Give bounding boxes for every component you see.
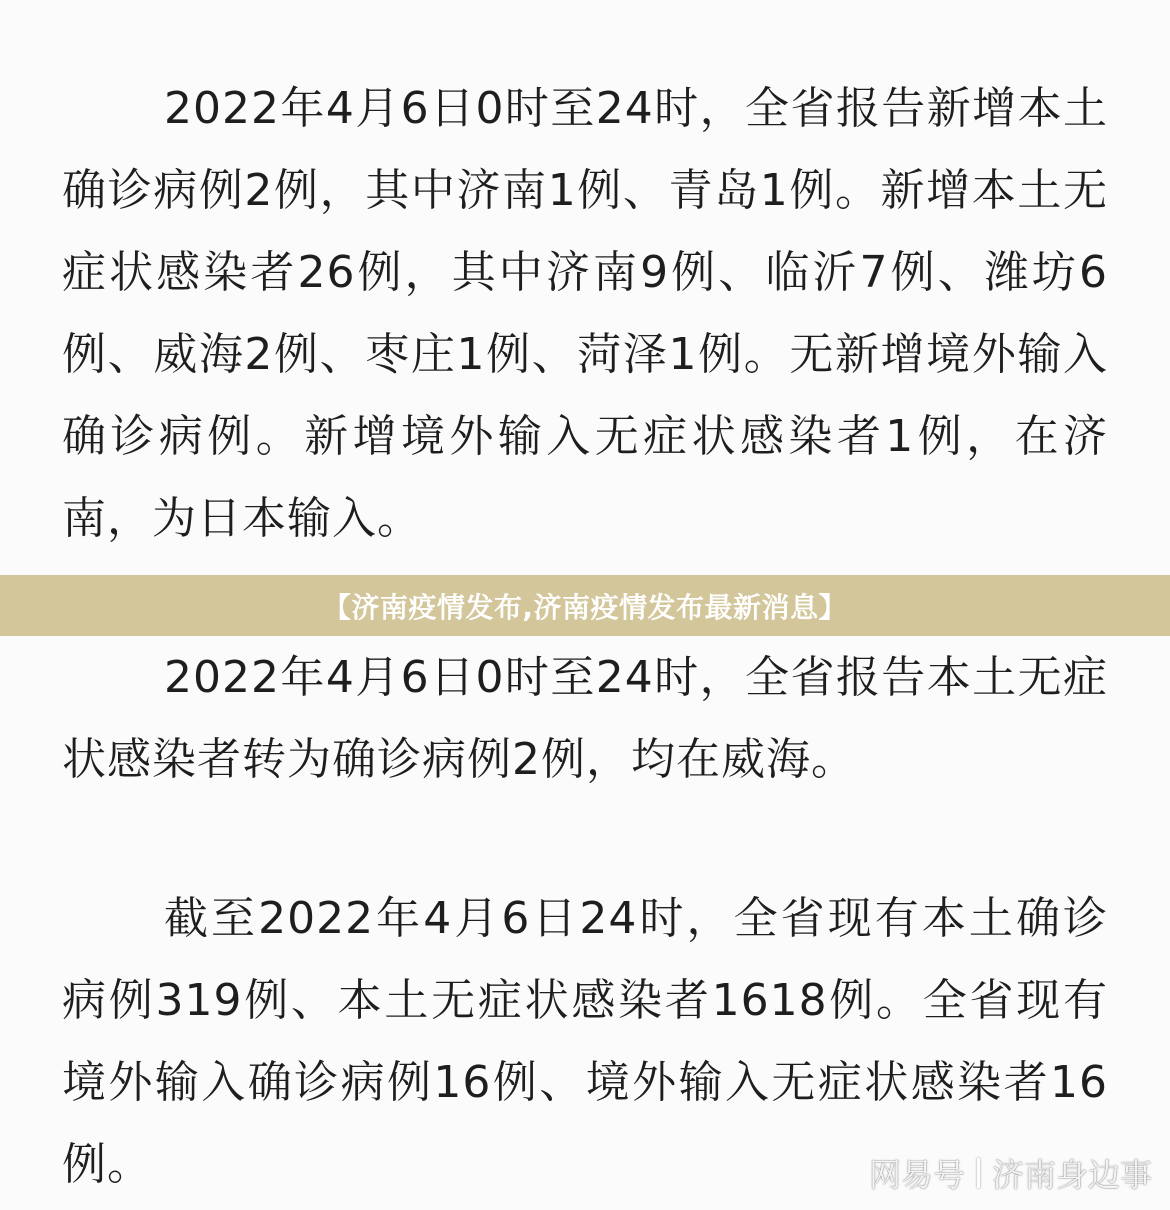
- source-watermark: [869, 1150, 1152, 1196]
- article-paragraph-conversions: 2022年4月6日0时至24时，全省报告本土无症状感染者转为确诊病例2例，均在威海。: [62, 652, 1108, 785]
- banner-title: 【济南疫情发布,济南疫情发布最新消息】: [322, 590, 848, 624]
- title-banner: [0, 575, 1170, 636]
- article-paragraph-current-totals: 截至2022年4月6日24时，全省现有本土确诊病例319例、本土无症状感染者1618例。全省现有境外输入确诊病例16例、境外输入无症状感染者16例。: [62, 893, 1108, 1190]
- watermark-account: 济南身边事: [991, 1156, 1152, 1194]
- watermark-divider: [977, 1158, 980, 1188]
- watermark-platform: 网易号: [868, 1156, 965, 1194]
- article-paragraph-new-cases: 2022年4月6日0时至24时，全省报告新增本土确诊病例2例，其中济南1例、青岛1例。新增本土无症状感染者26例，其中济南9例、临沂7例、潍坊6例、威海2例、枣庄1例、菏泽1例。无新增境外输入确诊病例。新增境外输入无症状感染者1例，在济南，为日本输入。: [62, 83, 1108, 544]
